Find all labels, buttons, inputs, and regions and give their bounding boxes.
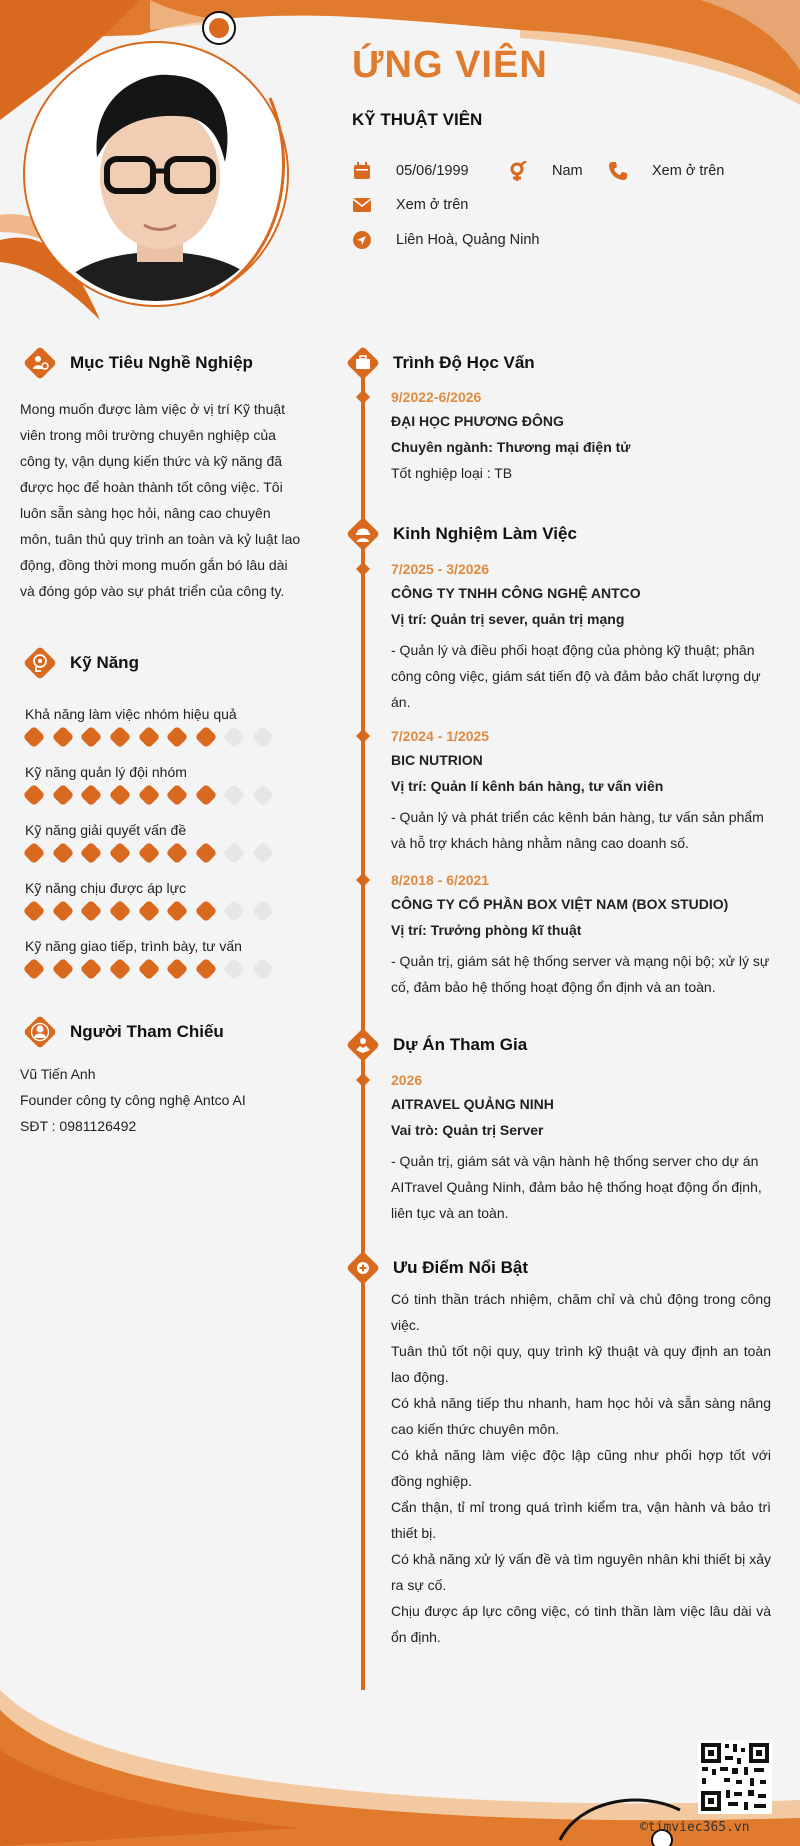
- experience-title: Kinh Nghiệm Làm Việc: [393, 524, 577, 543]
- description-line: AITravel Quảng Ninh, đảm bảo hệ thống hoạt động ổn định,: [391, 1179, 762, 1195]
- rating-empty-diamond: [223, 726, 246, 749]
- rating-filled-diamond: [109, 842, 132, 865]
- description-line: và hỗ trợ khách hàng nhằm nâng cao doanh số.: [391, 835, 689, 851]
- project-role: Vai trò: Quản trị Server: [391, 1122, 544, 1138]
- strengths-text: [391, 1286, 771, 1650]
- skill-label: Kỹ năng chịu được áp lực: [25, 880, 187, 896]
- phone-text: Xem ở trên: [652, 163, 725, 179]
- rating-filled-diamond: [52, 726, 75, 749]
- experience-company: CÔNG TY TNHH CÔNG NGHỆ ANTCO: [391, 585, 641, 601]
- objective-line: được học để hoàn thành tốt công việc. Tôi: [20, 479, 283, 495]
- projects-heading: [345, 1027, 527, 1063]
- strengths-heading: [345, 1250, 528, 1286]
- gender-icon: [508, 161, 528, 181]
- skills-title: Kỹ Năng: [70, 653, 139, 672]
- reference-heading: [22, 1014, 224, 1050]
- experience-heading: [345, 516, 577, 552]
- skills-heading: [22, 645, 139, 681]
- rating-filled-diamond: [195, 784, 218, 807]
- rating-filled-diamond: [137, 726, 160, 749]
- education-school: ĐẠI HỌC PHƯƠNG ĐÔNG: [391, 413, 564, 429]
- description-line: - Quản trị, giám sát hệ thống server và mạng nội bộ; xử lý sự: [391, 953, 770, 969]
- skill-label: Kỹ năng giao tiếp, trình bày, tư vấn: [25, 938, 242, 954]
- strength-line: Có tinh thần trách nhiệm, chăm chỉ và chủ động trong công: [391, 1291, 771, 1307]
- timeline-line: [361, 360, 365, 1690]
- objective-line: môn, tuân thủ quy trình an toàn và kỷ luật lao: [20, 531, 301, 547]
- rating-filled-diamond: [23, 784, 46, 807]
- phone-info: [608, 161, 724, 181]
- rating-filled-diamond: [137, 900, 160, 923]
- rating-filled-diamond: [109, 958, 132, 981]
- skill-rating: [20, 903, 277, 919]
- rating-filled-diamond: [109, 726, 132, 749]
- rating-filled-diamond: [23, 958, 46, 981]
- handshake-icon: [345, 1027, 381, 1063]
- education-date: 9/2022-6/2026: [391, 389, 482, 405]
- rating-empty-diamond: [252, 842, 275, 865]
- rating-empty-diamond: [223, 784, 246, 807]
- objective-title: Mục Tiêu Nghề Nghiệp: [70, 353, 253, 372]
- rating-filled-diamond: [166, 958, 189, 981]
- experience-position: Vị trí: Trưởng phòng kĩ thuật: [391, 922, 582, 938]
- objective-line: Mong muốn được làm việc ở vị trí Kỹ thuật: [20, 401, 286, 417]
- worker-icon: [345, 516, 381, 552]
- objective-line: luôn sẵn sàng học hỏi, nâng cao chuyên: [20, 505, 271, 521]
- rating-filled-diamond: [195, 958, 218, 981]
- education-grade: Tốt nghiệp loại : TB: [391, 465, 513, 481]
- email-text: Xem ở trên: [396, 197, 469, 213]
- experience-position: Vị trí: Quản lí kênh bán hàng, tư vấn viên: [391, 778, 664, 794]
- rating-filled-diamond: [137, 958, 160, 981]
- target-person-icon: [22, 345, 58, 381]
- rating-filled-diamond: [23, 842, 46, 865]
- brain-head-icon: [22, 645, 58, 681]
- envelope-icon: [352, 195, 372, 215]
- gender-text: Nam: [552, 163, 583, 179]
- objective-line: viên trong môi trường chuyên nghiệp của: [20, 427, 276, 443]
- experience-description: [391, 637, 761, 715]
- skill-label: Kỹ năng giải quyết vấn đề: [25, 822, 187, 838]
- reference-role: Founder công ty công nghệ Antco AI: [20, 1092, 246, 1108]
- rating-empty-diamond: [223, 842, 246, 865]
- objective-line: động, đồng thời mong muốn gắn bó lâu dài: [20, 557, 288, 573]
- rating-filled-diamond: [195, 726, 218, 749]
- description-line: - Quản trị, giám sát và vận hành hệ thống server cho dự án: [391, 1153, 759, 1169]
- description-line: công công việc, giám sát tiến độ và đảm bảo chất lượng dự: [391, 668, 761, 684]
- reference-phone: SĐT : 0981126492: [20, 1118, 137, 1134]
- strength-line: ổn định.: [391, 1629, 441, 1645]
- experience-date: 8/2018 - 6/2021: [391, 872, 490, 888]
- job-title: KỸ THUẬT VIÊN: [352, 110, 483, 129]
- address-text: Liên Hoà, Quảng Ninh: [396, 232, 540, 248]
- timeline-marker: [356, 729, 370, 743]
- strength-line: việc.: [391, 1317, 420, 1333]
- rating-filled-diamond: [52, 958, 75, 981]
- rating-filled-diamond: [52, 842, 75, 865]
- experience-company: BIC NUTRION: [391, 752, 483, 768]
- strength-line: Chịu được áp lực công việc, có tinh thần làm việc lâu dài và: [391, 1603, 771, 1619]
- description-line: án.: [391, 694, 411, 710]
- strengths-title: Ưu Điểm Nổi Bật: [393, 1258, 529, 1277]
- rating-filled-diamond: [166, 842, 189, 865]
- address-info: [352, 230, 540, 250]
- reference-text: [20, 1061, 310, 1139]
- rating-filled-diamond: [52, 784, 75, 807]
- qr-code: [698, 1740, 772, 1814]
- rating-empty-diamond: [252, 784, 275, 807]
- rating-filled-diamond: [52, 900, 75, 923]
- strength-line: Có khả năng làm việc độc lập cũng như phối hợp tốt với: [391, 1447, 771, 1463]
- skill-label: Khả năng làm việc nhóm hiệu quả: [25, 706, 237, 722]
- rating-filled-diamond: [137, 784, 160, 807]
- rating-empty-diamond: [252, 900, 275, 923]
- candidate-name: ỨNG VIÊN: [352, 44, 548, 86]
- description-line: liên tục và an toàn.: [391, 1205, 509, 1221]
- avatar-ring: [20, 38, 295, 313]
- rating-filled-diamond: [80, 784, 103, 807]
- description-line: - Quản lý và điều phối hoạt động của phòng kỹ thuật; phân: [391, 642, 755, 658]
- timeline-marker: [356, 873, 370, 887]
- objective-text: [20, 396, 310, 604]
- objective-line: công ty, vận dụng kiến thức và kỹ năng đã: [20, 453, 283, 469]
- watermark: ©timviec365.vn: [640, 1820, 750, 1835]
- description-line: - Quản lý và phát triển các kênh bán hàng, tư vấn sản phẩm: [391, 809, 764, 825]
- strength-line: Có khả năng tiếp thu nhanh, ham học hỏi và sẵn sàng nâng: [391, 1395, 771, 1411]
- strength-line: thiết bị.: [391, 1525, 437, 1541]
- plus-circle-icon: [345, 1250, 381, 1286]
- project-description: [391, 1148, 762, 1226]
- rating-filled-diamond: [109, 900, 132, 923]
- rating-filled-diamond: [80, 726, 103, 749]
- location-arrow-icon: [352, 230, 372, 250]
- rating-filled-diamond: [195, 842, 218, 865]
- rating-empty-diamond: [252, 726, 275, 749]
- experience-description: [391, 948, 769, 1000]
- project-name: AITRAVEL QUẢNG NINH: [391, 1096, 554, 1112]
- phone-icon: [608, 161, 628, 181]
- rating-filled-diamond: [23, 900, 46, 923]
- email-info: [352, 195, 468, 215]
- rating-filled-diamond: [80, 958, 103, 981]
- rating-empty-diamond: [223, 900, 246, 923]
- rating-filled-diamond: [166, 784, 189, 807]
- skill-rating: [20, 845, 277, 861]
- skill-label: Kỹ năng quản lý đội nhóm: [25, 764, 187, 780]
- rating-filled-diamond: [80, 900, 103, 923]
- timeline-marker: [356, 562, 370, 576]
- project-date: 2026: [391, 1072, 423, 1088]
- rating-filled-diamond: [80, 842, 103, 865]
- strength-line: Cẩn thận, tỉ mỉ trong quá trình kiểm tra, vận hành và bảo trì: [391, 1499, 771, 1515]
- strength-line: ra sự cố.: [391, 1577, 447, 1593]
- strength-line: lao động.: [391, 1369, 449, 1385]
- strength-line: cao kiến thức chuyên môn.: [391, 1421, 560, 1437]
- description-line: cố, đảm bảo hệ thống hoạt động ổn định và an toàn.: [391, 979, 716, 995]
- reference-name: Vũ Tiến Anh: [20, 1066, 96, 1082]
- skill-rating: [20, 729, 277, 745]
- strength-line: đồng nghiệp.: [391, 1473, 472, 1489]
- experience-date: 7/2024 - 1/2025: [391, 728, 490, 744]
- objective-line: và đóng góp vào sự phát triển của công ty.: [20, 583, 285, 599]
- birthday-text: 05/06/1999: [396, 163, 469, 179]
- education-major: Chuyên ngành: Thương mại điện tử: [391, 439, 631, 455]
- reference-title: Người Tham Chiếu: [70, 1022, 224, 1041]
- education-title: Trình Độ Học Vấn: [393, 353, 535, 372]
- rating-filled-diamond: [166, 900, 189, 923]
- experience-position: Vị trí: Quản trị sever, quản trị mạng: [391, 611, 625, 627]
- experience-date: 7/2025 - 3/2026: [391, 561, 490, 577]
- rating-filled-diamond: [195, 900, 218, 923]
- objective-heading: [22, 345, 253, 381]
- rating-filled-diamond: [166, 726, 189, 749]
- projects-title: Dự Án Tham Gia: [393, 1035, 528, 1054]
- birthday-info: [352, 161, 469, 181]
- strength-line: Tuân thủ tốt nội quy, quy trình kỹ thuật và quy định an toàn: [391, 1343, 771, 1359]
- rating-filled-diamond: [137, 842, 160, 865]
- timeline-marker: [356, 390, 370, 404]
- experience-description: [391, 804, 764, 856]
- rating-filled-diamond: [23, 726, 46, 749]
- strength-line: Có khả năng xử lý vấn đề và tìm nguyên nhân khi thiết bị xảy: [391, 1551, 771, 1567]
- education-heading: [345, 345, 535, 381]
- gender-info: [508, 161, 583, 181]
- experience-company: CÔNG TY CỔ PHẦN BOX VIỆT NAM (BOX STUDIO): [391, 896, 729, 912]
- briefcase-icon: [345, 345, 381, 381]
- timeline-marker: [356, 1073, 370, 1087]
- rating-filled-diamond: [109, 784, 132, 807]
- user-icon: [22, 1014, 58, 1050]
- calendar-icon: [352, 161, 372, 181]
- rating-empty-diamond: [252, 958, 275, 981]
- skill-rating: [20, 961, 277, 977]
- skill-rating: [20, 787, 277, 803]
- rating-empty-diamond: [223, 958, 246, 981]
